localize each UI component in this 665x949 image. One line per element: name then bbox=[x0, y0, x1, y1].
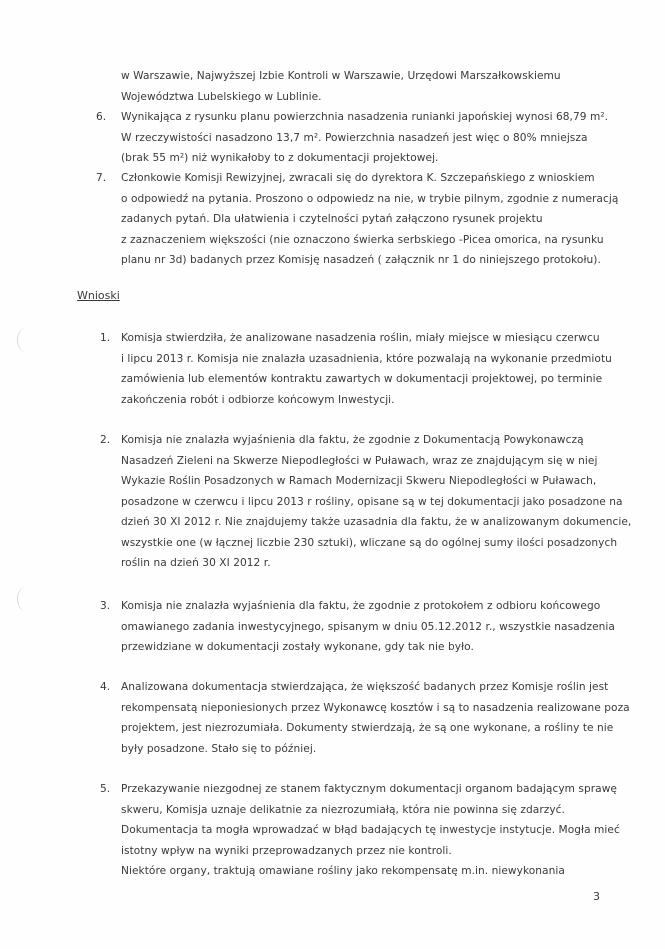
section-heading: Wnioski bbox=[77, 289, 120, 302]
item-number: 6. bbox=[96, 111, 107, 123]
text-line: Komisja nie znalazła wyjaśnienia dla faktu, że zgodnie z protokołem z odbioru końcowego bbox=[121, 600, 601, 612]
continuation-paragraph bbox=[121, 66, 633, 107]
conclusion-number: 2. bbox=[100, 434, 111, 446]
conclusion-number: 3. bbox=[100, 600, 111, 612]
text-line: omawianego zadania inwestycyjnego, spisanym w dniu 05.12.2012 r., wszystkie nasadzenia bbox=[121, 620, 615, 633]
text-line: Przekazywanie niezgodnej ze stanem faktycznym dokumentacji organom badającym sprawę bbox=[121, 783, 618, 795]
text-line: w Warszawie, Najwyższej Izbie Kontroli w Warszawie, Urzędowi Marszałkowskiemu bbox=[121, 70, 561, 82]
conclusion-2-paragraph bbox=[121, 430, 633, 574]
text-line: planu nr 3d) badanych przez Komisję nasadzeń ( załącznik nr 1 do niniejszego protokołu). bbox=[121, 254, 601, 266]
text-line: Komisja stwierdziła, że analizowane nasadzenia roślin, miały miejsce w miesiącu czerwcu bbox=[121, 332, 600, 344]
item-6-paragraph bbox=[121, 107, 633, 169]
text-line: zamówienia lub elementów kontraktu zawartych w dokumentacji projektowej, po terminie bbox=[121, 373, 603, 385]
text-line: istotny wpływ na wyniki przeprowadzanych przez nie kontroli. bbox=[121, 844, 452, 857]
conclusion-1-paragraph bbox=[121, 328, 633, 410]
text-line: Niektóre organy, traktują omawiane rośliny jako rekompensatę m.in. niewykonania bbox=[121, 865, 565, 877]
text-line: o odpowiedź na pytania. Proszono o odpowiedz na nie, w trybie pilnym, zgodnie z numeracją bbox=[121, 192, 619, 205]
punch-hole-mark bbox=[17, 587, 34, 611]
text-line: Członkowie Komisji Rewizyjnej, zwracali się do dyrektora K. Szczepańskiego z wnioskiem bbox=[121, 172, 595, 184]
text-line: były posadzone. Stało się to później. bbox=[121, 742, 317, 755]
text-line: roślin na dzień 30 XI 2012 r. bbox=[121, 557, 271, 569]
page-number: 3 bbox=[593, 890, 600, 903]
text-line: Dokumentacja ta mogła wprowadzać w błąd badających tę inwestycje instytucje. Mogła mieć bbox=[121, 824, 620, 836]
text-line: rekompensatą nieponiesionych przez Wykonawcę kosztów i są to nasadzenia realizowane poza bbox=[121, 701, 630, 714]
text-line: Województwa Lubelskiego w Lublinie. bbox=[121, 90, 322, 103]
text-line: Nasadzeń Zieleni na Skwerze Niepodległości w Puławach, wraz ze znajdującym się w niej bbox=[121, 454, 598, 467]
punch-hole-mark bbox=[17, 328, 34, 352]
conclusion-3-paragraph bbox=[121, 596, 633, 658]
text-line: Komisja nie znalazła wyjaśnienia dla faktu, że zgodnie z Dokumentacją Powykonawczą bbox=[121, 434, 584, 446]
conclusion-number: 4. bbox=[100, 681, 111, 693]
text-line: skweru, Komisja uznaje delikatnie za niezrozumiałą, która nie powinna się zdarzyć. bbox=[121, 803, 565, 816]
text-line: dzień 30 XI 2012 r. Nie znajdujemy także uzasadnia dla faktu, że w analizowanym dokumencie, bbox=[121, 516, 632, 528]
conclusion-5-paragraph bbox=[121, 779, 633, 882]
text-line: i lipcu 2013 r. Komisja nie znalazła uzasadnienia, które pozwalają na wykonanie przedmiotu bbox=[121, 352, 612, 365]
text-line: przewidziane w dokumentacji zostały wykonane, gdy tak nie było. bbox=[121, 641, 474, 653]
text-line: (brak 55 m²) niż wynikałoby to z dokumentacji projektowej. bbox=[121, 152, 439, 164]
text-line: projektem, jest niezrozumiała. Dokumenty stwierdzają, że są one wykonane, a rośliny te nie bbox=[121, 722, 614, 734]
text-line: zadanych pytań. Dla ułatwienia i czytelności pytań załączono rysunek projektu bbox=[121, 213, 543, 225]
text-line: Wykazie Roślin Posadzonych w Ramach Modernizacji Skweru Niepodległości w Puławach, bbox=[121, 475, 597, 487]
text-line: z zaznaczeniem większości (nie oznaczono świerka serbskiego -Picea omorica, na rysunku bbox=[121, 233, 604, 246]
text-line: W rzeczywistości nasadzono 13,7 m². Powierzchnia nasadzeń jest więc o 80% mniejsza bbox=[121, 131, 588, 144]
conclusion-4-paragraph bbox=[121, 677, 633, 759]
item-number: 7. bbox=[96, 172, 107, 184]
item-7-paragraph bbox=[121, 168, 633, 271]
conclusion-number: 1. bbox=[100, 332, 111, 344]
text-line: zakończenia robót i odbiorze końcowym Inwestycji. bbox=[121, 393, 395, 406]
conclusion-number: 5. bbox=[100, 783, 111, 795]
text-line: wszystkie one (w łącznej liczbie 230 sztuki), wliczane są do ogólnej sumy ilości posadzonych bbox=[121, 536, 618, 549]
text-line: Analizowana dokumentacja stwierdzająca, że większość badanych przez Komisje roślin jest bbox=[121, 681, 609, 693]
text-line: posadzone w czerwcu i lipcu 2013 r rośliny, opisane są w tej dokumentacji jako posadzone na bbox=[121, 495, 623, 508]
text-line: Wynikająca z rysunku planu powierzchnia nasadzenia runianki japońskiej wynosi 68,79 m². bbox=[121, 111, 609, 123]
